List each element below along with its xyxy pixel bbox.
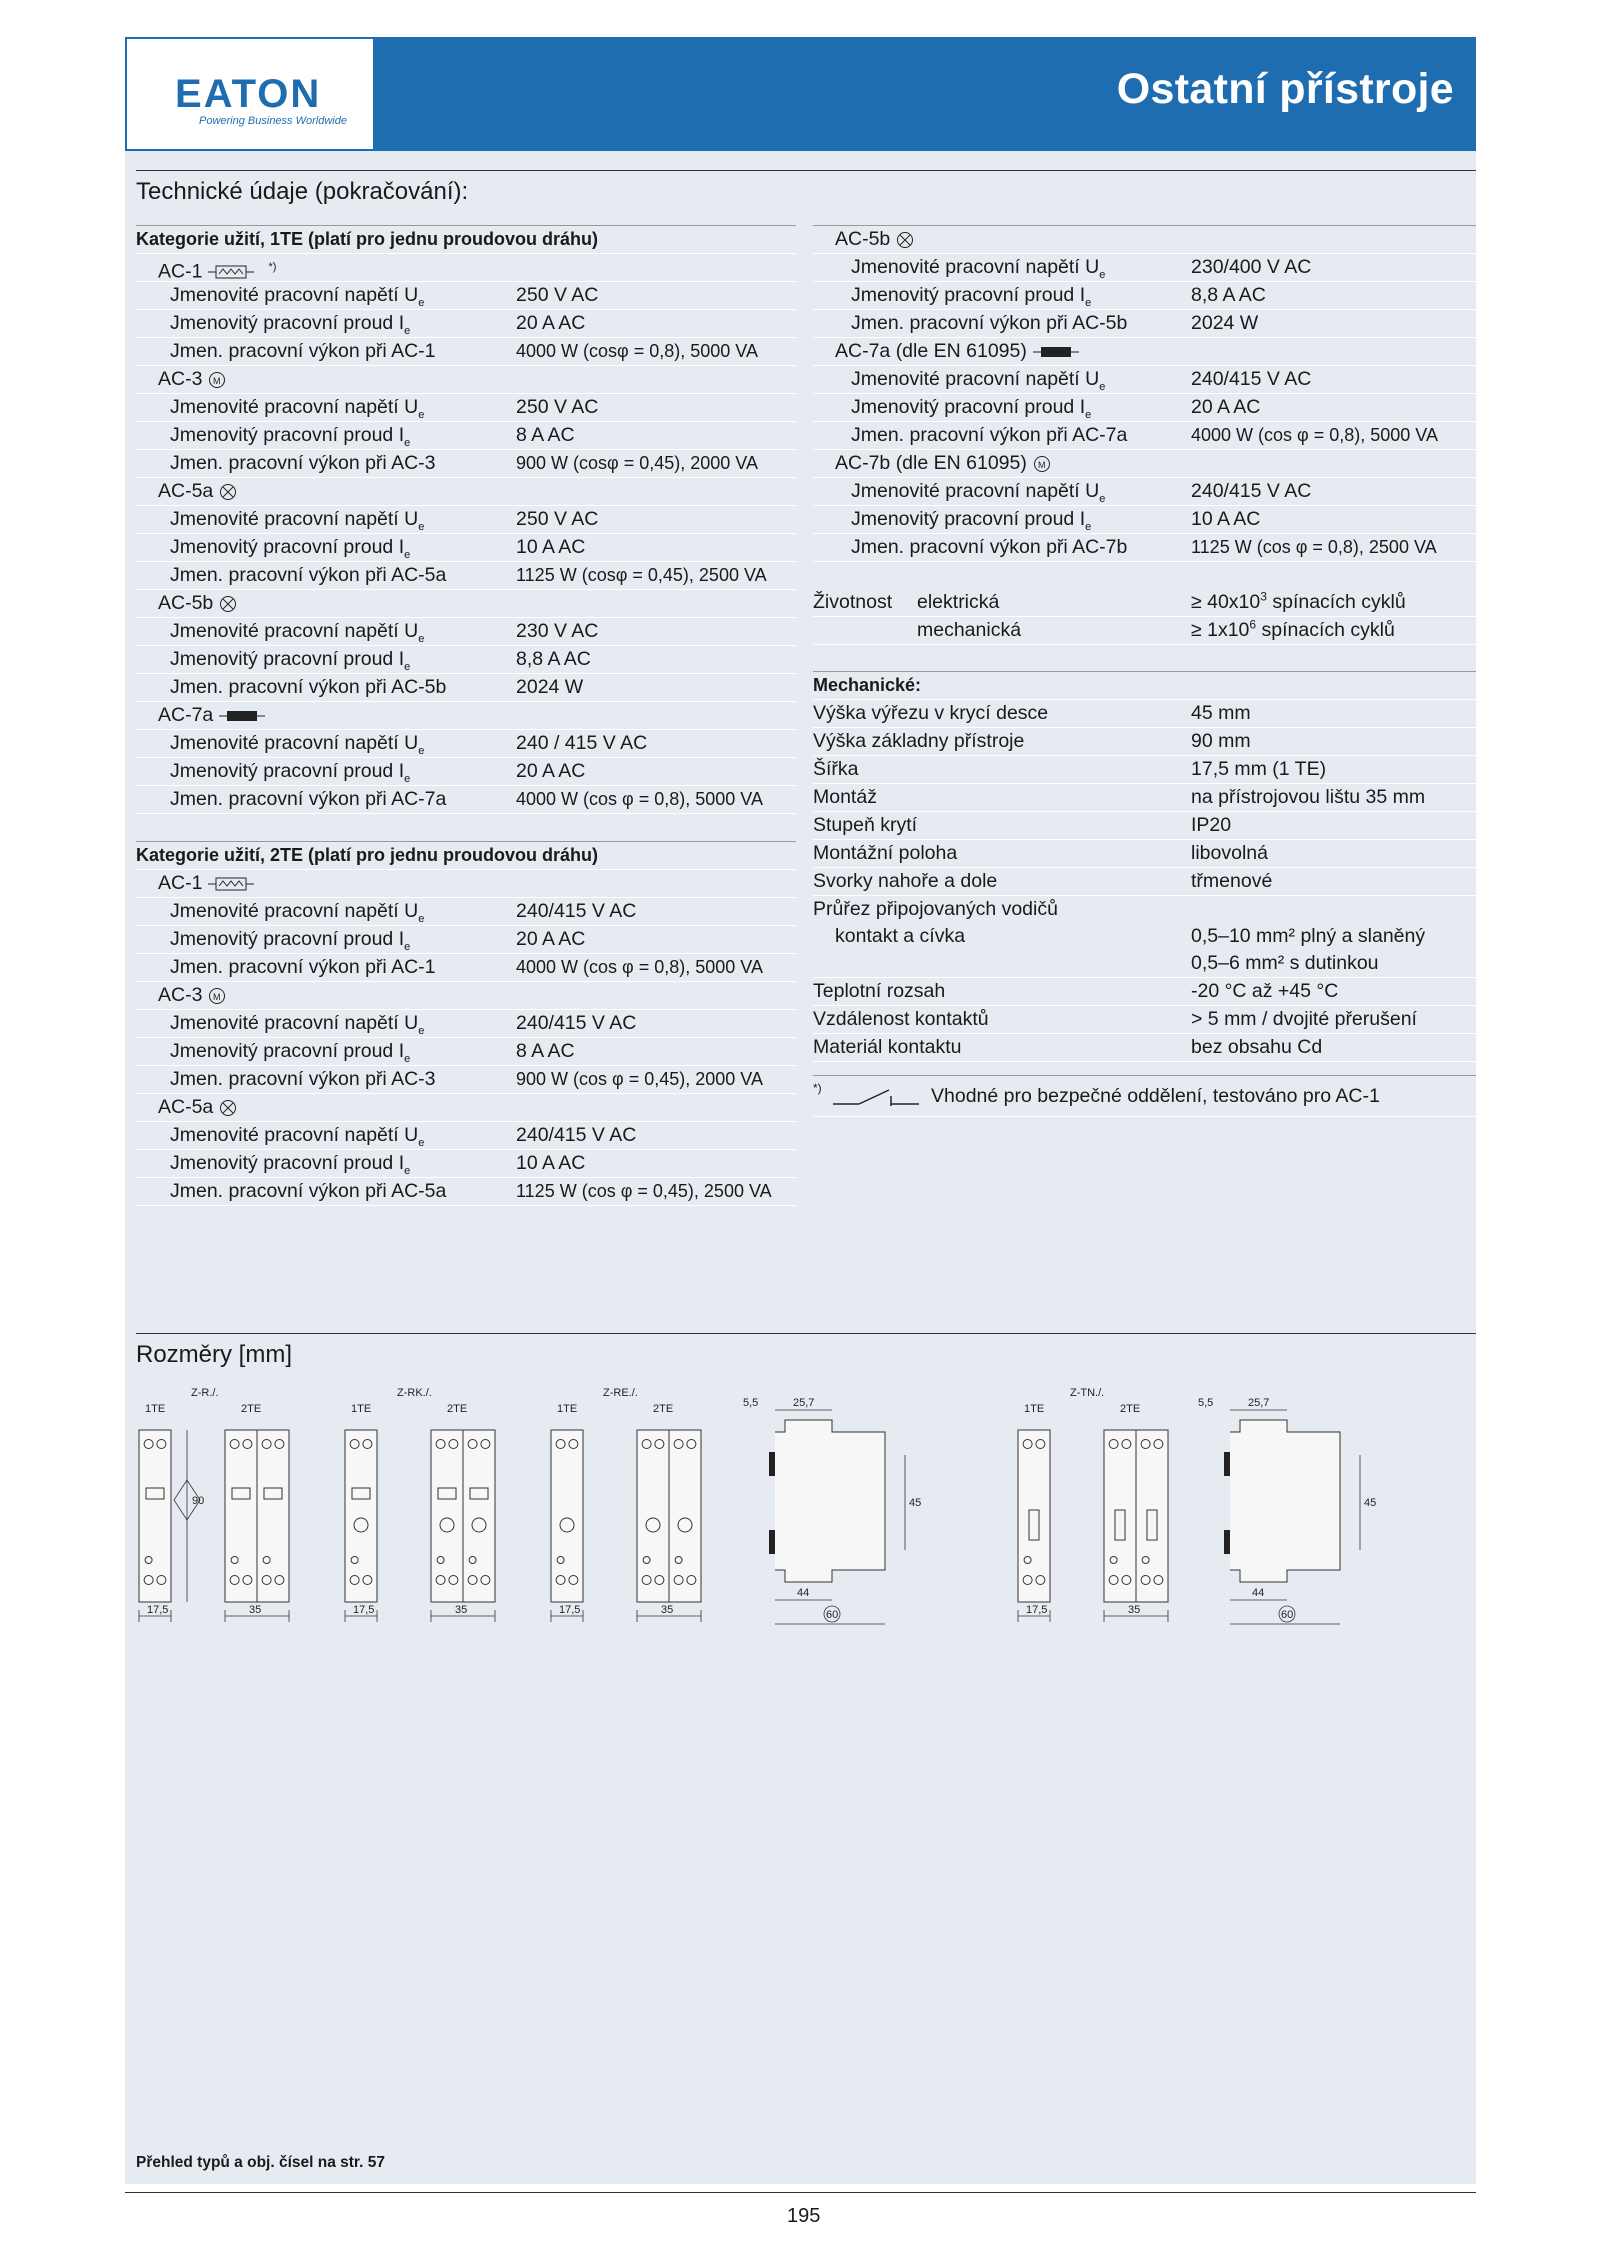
page-number: 195 [787,2205,821,2227]
mech-value: třmenové [1191,870,1273,892]
category-label: AC-5a [158,478,237,505]
din-clip [1224,1452,1230,1476]
dimension-label: 44 [1252,1587,1265,1599]
spec-row [813,366,1476,394]
mech-row [813,950,1476,978]
resistive-load-icon [208,876,254,892]
spec-value: 4000 W (cos φ = 0,8), 5000 VA [516,789,763,809]
mech-label: Průřez připojovaných vodičů [813,898,1058,920]
footnote-star: *) [813,1081,822,1095]
mech-value: 45 mm [1191,702,1251,724]
dimension-label: 35 [1128,1604,1141,1616]
group-name: Z-R./. [191,1387,219,1399]
category-label: AC-7a (dle EN 61095) [835,338,1079,365]
category-row [136,590,796,618]
category-row [813,226,1476,254]
device-module [551,1430,583,1602]
device-module [1136,1430,1168,1602]
category-row [813,338,1476,366]
mech-row [813,978,1476,1006]
spacer [813,645,1476,671]
rule-bottom [125,2192,1476,2193]
life-electric-label: elektrická [917,591,1000,613]
cat2-title-row [136,841,796,870]
dimension-label: 5,5 [1198,1397,1214,1409]
life-electric-value: ≥ $40x10^3$ spínacích cyklů [1191,589,1406,613]
rule-dims [136,1333,1476,1334]
mech-row [813,1034,1476,1062]
spec-row [136,282,796,310]
heater-icon [219,708,265,724]
mech-label: Montážní poloha [813,842,958,864]
spec-row [136,422,796,450]
life-mechanic-label: mechanická [917,619,1022,641]
spec-row [136,1066,796,1094]
dimension-label: 17,5 [1026,1604,1048,1616]
spec-label: Jmenovitý pracovní proud $I_e$ [170,536,411,561]
dimension-label: 44 [797,1587,810,1599]
rule-top [136,170,1476,171]
spec-label: Jmen. pracovní výkon při AC-3 [170,1068,436,1090]
dimension-label: 17,5 [353,1604,375,1616]
cat1-title-row [136,225,796,254]
motor-icon [208,987,226,1005]
page-title: Ostatní přístroje [1116,65,1454,113]
cat1-title: Kategorie užití, 1TE (platí pro jednu proudovou dráhu) [136,229,598,249]
spec-row [813,478,1476,506]
spec-label: Jmen. pracovní výkon při AC-7b [851,536,1128,558]
spec-value: 4000 W (cosφ = 0,8), 5000 VA [516,341,758,361]
mech-row [813,923,1476,950]
right-column [813,225,1476,1117]
group-name: Z-TN./. [1070,1387,1105,1399]
logo-tagline: Powering Business Worldwide [199,115,347,127]
spec-value: 4000 W (cos φ = 0,8), 5000 VA [516,957,763,977]
spec-label: Jmenovitý pracovní proud $I_e$ [170,1040,411,1065]
spec-label: Jmenovité pracovní napětí $U_e$ [170,900,425,925]
mech-value: -20 °C až +45 °C [1191,980,1339,1002]
tech-title: Technické údaje (pokračování): [136,178,469,205]
spec-row [136,730,796,758]
footer-note: Přehled typů a obj. čísel na str. 57 [136,2154,385,2171]
mech-value: IP20 [1191,814,1232,836]
mech-row [813,840,1476,868]
isolation-contact-icon [831,1086,923,1108]
module-size-label: 2TE [447,1403,468,1415]
dimension-drawings [125,1380,1476,1650]
module-size-label: 2TE [1120,1403,1141,1415]
mech-label: Výška základny přístroje [813,730,1025,752]
spec-row [813,254,1476,282]
spec-row [136,394,796,422]
spec-label: Jmen. pracovní výkon při AC-5a [170,564,447,586]
spec-label: Jmenovité pracovní napětí $U_e$ [170,1124,425,1149]
mech-value: 0,5–10 mm² plný a slaněný [1191,925,1426,947]
category-label: AC-7a [158,702,265,729]
spec-value: 240 / 415 V AC [516,732,648,754]
spacer [136,814,796,841]
mech-row [813,868,1476,896]
spec-label: Jmenovité pracovní napětí $U_e$ [851,256,1106,281]
life-row-mechanic [813,617,1476,645]
dimension-label: 35 [455,1604,468,1616]
footnote-text: Vhodné pro bezpečné oddělení, testováno pro AC-1 [931,1085,1380,1107]
spec-label: Jmenovité pracovní napětí $U_e$ [170,620,425,645]
spec-value: 1125 W (cos φ = 0,45), 2500 VA [516,1181,772,1201]
spec-value: 900 W (cosφ = 0,45), 2000 VA [516,453,758,473]
mech-label: Stupeň krytí [813,814,918,836]
spec-row [813,534,1476,562]
lamp-icon [219,1099,237,1117]
spec-row [813,506,1476,534]
mech-label: Výška výřezu v krycí desce [813,702,1049,724]
mech-label: kontakt a cívka [835,925,966,947]
spec-value: 240/415 V AC [516,900,637,922]
spec-label: Jmen. pracovní výkon při AC-5a [170,1180,447,1202]
spec-row [813,422,1476,450]
mech-value: 90 mm [1191,730,1251,752]
mech-row [813,756,1476,784]
svg-text:M: M [213,375,221,386]
spec-row [136,898,796,926]
cat2-table [136,870,796,1206]
spec-label: Jmenovitý pracovní proud $I_e$ [170,760,411,785]
motor-icon [1033,455,1051,473]
dimension-label: 35 [661,1604,674,1616]
device-side-view [1230,1420,1340,1582]
spec-label: Jmenovitý pracovní proud $I_e$ [851,284,1092,309]
spec-value: 250 V AC [516,396,599,418]
mech-value: libovolná [1191,842,1268,864]
spec-value: 240/415 V AC [1191,480,1312,502]
module-size-label: 1TE [145,1403,166,1415]
device-module [139,1430,171,1602]
category-label: AC-1 *) [158,260,277,283]
device-module [637,1430,669,1602]
spec-row [813,310,1476,338]
spec-row [136,1122,796,1150]
spec-label: Jmen. pracovní výkon při AC-5b [851,312,1128,334]
spec-row [136,926,796,954]
spec-label: Jmenovité pracovní napětí $U_e$ [170,508,425,533]
group-name: Z-RK./. [397,1387,432,1399]
mech-label: Materiál kontaktu [813,1036,962,1058]
mech-row [813,812,1476,840]
spec-value: 10 A AC [1191,508,1261,530]
din-clip [769,1530,775,1554]
category-label: AC-5b [835,226,914,253]
lamp-icon [219,595,237,613]
spec-value: 8,8 A AC [1191,284,1266,306]
spec-label: Jmen. pracovní výkon při AC-1 [170,340,436,362]
category-label: AC-3 M [158,366,226,393]
spec-value: 1125 W (cos φ = 0,8), 2500 VA [1191,537,1437,557]
device-module [431,1430,463,1602]
spec-row [136,338,796,366]
category-label: AC-5a [158,1094,237,1121]
module-size-label: 1TE [557,1403,578,1415]
svg-text:M: M [213,991,221,1002]
spec-label: Jmen. pracovní výkon při AC-5b [170,676,447,698]
mech-title: Mechanické: [813,675,922,695]
category-label: AC-3 M [158,982,226,1009]
category-row [136,478,796,506]
group-name: Z-RE./. [603,1387,638,1399]
spec-label: Jmenovitý pracovní proud $I_e$ [170,424,411,449]
spec-value: 10 A AC [516,1152,586,1174]
spec-value: 2024 W [516,676,584,698]
spec-value: 4000 W (cos φ = 0,8), 5000 VA [1191,425,1438,445]
spec-label: Jmenovité pracovní napětí $U_e$ [170,396,425,421]
motor-icon [208,371,226,389]
device-module [463,1430,495,1602]
continued-table [813,225,1476,562]
device-module [1018,1430,1050,1602]
spec-label: Jmen. pracovní výkon při AC-3 [170,452,436,474]
spacer [813,1062,1476,1075]
mech-value: bez obsahu Cd [1191,1036,1323,1058]
spec-label: Jmenovitý pracovní proud $I_e$ [851,508,1092,533]
category-row [813,450,1476,478]
device-module [669,1430,701,1602]
spec-value: 20 A AC [516,928,586,950]
dims-title: Rozměry [mm] [136,1341,292,1368]
category-row [136,702,796,730]
spec-label: Jmenovitý pracovní proud $I_e$ [170,928,411,953]
footnote-marker: *) [268,261,277,273]
dimension-label: 35 [249,1604,262,1616]
spec-value: 230 V AC [516,620,599,642]
cat1-table [136,254,796,814]
dimension-label: 25,7 [1248,1397,1270,1409]
spec-label: Jmenovité pracovní napětí $U_e$ [851,480,1106,505]
mech-value: na přístrojovou lištu 35 mm [1191,786,1426,808]
mech-value: 17,5 mm (1 TE) [1191,758,1327,780]
spec-row [136,786,796,814]
spec-label: Jmen. pracovní výkon při AC-7a [851,424,1128,446]
spec-value: 900 W (cos φ = 0,45), 2000 VA [516,1069,763,1089]
category-row [136,366,796,394]
spec-row [136,1178,796,1206]
module-size-label: 1TE [351,1403,372,1415]
spec-row [136,674,796,702]
mech-row [813,1006,1476,1034]
dimension-label: 17,5 [559,1604,581,1616]
spec-row [136,562,796,590]
lamp-icon [219,483,237,501]
spec-value: 20 A AC [516,312,586,334]
mech-row [813,700,1476,728]
spec-row [813,394,1476,422]
cat2-title: Kategorie užití, 2TE (platí pro jednu proudovou dráhu) [136,845,598,865]
spec-value: 240/415 V AC [1191,368,1312,390]
category-row [136,870,796,898]
spec-label: Jmenovitý pracovní proud $I_e$ [170,1152,411,1177]
device-module [1104,1430,1136,1602]
spec-value: 1125 W (cosφ = 0,45), 2500 VA [516,565,767,585]
mech-value: 0,5–6 mm² s dutinkou [1191,952,1379,974]
dimension-label: 45 [1364,1497,1377,1509]
spec-value: 2024 W [1191,312,1259,334]
footnote-row [813,1075,1476,1117]
left-column [136,225,796,1206]
spec-row [136,758,796,786]
spec-row [136,1150,796,1178]
din-clip [1224,1530,1230,1554]
logo-box [125,37,375,151]
mech-label: Vzdálenost kontaktů [813,1008,989,1030]
spec-label: Jmenovité pracovní napětí $U_e$ [851,368,1106,393]
spec-value: 20 A AC [1191,396,1261,418]
spec-row [136,506,796,534]
mech-row [813,784,1476,812]
spec-value: 8,8 A AC [516,648,591,670]
device-module [257,1430,289,1602]
spec-label: Jmen. pracovní výkon při AC-7a [170,788,447,810]
dimension-label: 45 [909,1497,922,1509]
spec-row [136,310,796,338]
din-clip [769,1452,775,1476]
mech-row [813,728,1476,756]
dimension-label: 5,5 [743,1397,759,1409]
category-label: AC-5b [158,590,237,617]
spec-value: 8 A AC [516,424,575,446]
category-label: AC-7b (dle EN 61095) M [835,450,1051,477]
dimension-label: 17,5 [147,1604,169,1616]
spec-value: 250 V AC [516,508,599,530]
spec-label: Jmenovitý pracovní proud $I_e$ [170,648,411,673]
spec-row [136,534,796,562]
life-row-electric [813,589,1476,617]
spec-row [136,1010,796,1038]
spec-value: 240/415 V AC [516,1124,637,1146]
spec-value: 240/415 V AC [516,1012,637,1034]
device-side-view [775,1420,885,1582]
spec-label: Jmen. pracovní výkon při AC-1 [170,956,436,978]
spec-value: 10 A AC [516,536,586,558]
resistive-load-icon [208,264,254,280]
mech-table [813,700,1476,1062]
module-size-label: 1TE [1024,1403,1045,1415]
category-row [136,982,796,1010]
life-mechanic-value: ≥ $1x10^6$ spínacích cyklů [1191,617,1395,641]
spec-row [136,954,796,982]
mech-row [813,896,1476,923]
spec-value: 20 A AC [516,760,586,782]
spec-label: Jmenovité pracovní napětí $U_e$ [170,1012,425,1037]
dimension-label: 90 [192,1495,205,1507]
spec-row [136,1038,796,1066]
heater-icon [1033,344,1079,360]
spec-value: 8 A AC [516,1040,575,1062]
spec-label: Jmenovité pracovní napětí $U_e$ [170,284,425,309]
life-label: Životnost [813,591,893,613]
dimension-label: 60 [826,1609,839,1621]
eaton-logo: EATON [175,72,322,116]
spec-row [813,282,1476,310]
spec-row [136,450,796,478]
module-size-label: 2TE [653,1403,674,1415]
category-row [136,254,796,282]
module-size-label: 2TE [241,1403,262,1415]
mech-label: Teplotní rozsah [813,980,946,1002]
spec-value: 230/400 V AC [1191,256,1312,278]
mech-value: > 5 mm / dvojité přerušení [1191,1008,1417,1030]
dimension-label: 25,7 [793,1397,815,1409]
spec-value: 250 V AC [516,284,599,306]
lamp-icon [896,231,914,249]
spec-label: Jmenovitý pracovní proud $I_e$ [851,396,1092,421]
header-band [375,37,1476,151]
mech-label: Šířka [813,758,859,780]
spec-row [136,646,796,674]
mech-label: Montáž [813,786,877,808]
svg-text:M: M [1037,459,1046,470]
category-row [136,1094,796,1122]
mech-title-row [813,671,1476,700]
category-label: AC-1 [158,870,254,897]
device-module [225,1430,257,1602]
spec-row [136,618,796,646]
dimension-label: 60 [1281,1609,1294,1621]
spec-label: Jmenovitý pracovní proud $I_e$ [170,312,411,337]
device-module [345,1430,377,1602]
spec-label: Jmenovité pracovní napětí $U_e$ [170,732,425,757]
mech-label: Svorky nahoře a dole [813,870,998,892]
spacer [813,562,1476,589]
